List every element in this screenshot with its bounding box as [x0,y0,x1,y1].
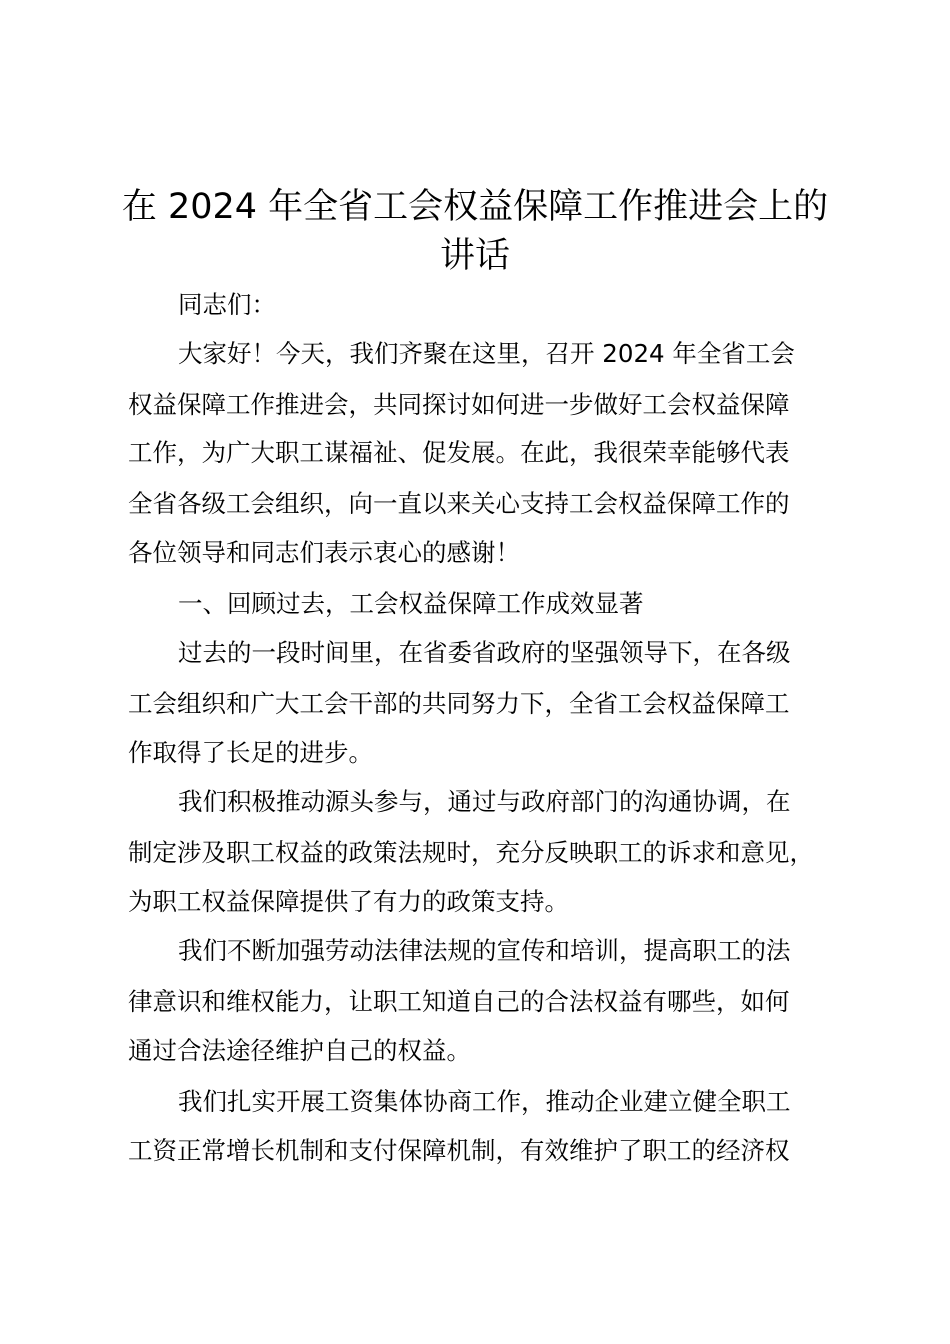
paragraph-1-line-3: 工作，为广大职工谋福祉、促发展。在此，我很荣幸能够代表 [128,438,790,467]
section-heading-1: 一、回顾过去，工会权益保障工作成效显著 [178,589,644,618]
paragraph-5-line-2: 工资正常增长机制和支付保障机制，有效维护了职工的经济权 [128,1136,790,1165]
paragraph-1-line-1: 大家好！今天，我们齐聚在这里，召开 2024 年全省工会 [178,339,795,368]
paragraph-3-line-1: 我们积极推动源头参与，通过与政府部门的沟通协调，在 [178,787,791,816]
paragraph-3-line-2: 制定涉及职工权益的政策法规时，充分反映职工的诉求和意见， [128,838,814,867]
paragraph-2-line-3: 作取得了长足的进步。 [128,738,373,767]
paragraph-2-line-1: 过去的一段时间里，在省委省政府的坚强领导下，在各级 [178,638,791,667]
document-title-line-2: 讲话 [439,236,510,276]
paragraph-3-line-3: 为职工权益保障提供了有力的政策支持。 [128,887,569,916]
paragraph-4-line-2: 律意识和维权能力，让职工知道自己的合法权益有哪些，如何 [128,987,790,1016]
paragraph-2-line-2: 工会组织和广大工会干部的共同努力下，全省工会权益保障工 [128,689,790,718]
paragraph-1-line-2: 权益保障工作推进会，共同探讨如何进一步做好工会权益保障 [128,390,790,419]
paragraph-1-line-5: 各位领导和同志们表示衷心的感谢！ [128,538,520,567]
salutation: 同志们： [178,290,276,319]
document-title-line-1: 在 2024 年全省工会权益保障工作推进会上的 [121,187,829,227]
paragraph-4-line-1: 我们不断加强劳动法律法规的宣传和培训，提高职工的法 [178,936,791,965]
paragraph-4-line-3: 通过合法途径维护自己的权益。 [128,1036,471,1065]
paragraph-5-line-1: 我们扎实开展工资集体协商工作，推动企业建立健全职工 [178,1087,791,1116]
paragraph-1-line-4: 全省各级工会组织，向一直以来关心支持工会权益保障工作的 [128,489,790,518]
